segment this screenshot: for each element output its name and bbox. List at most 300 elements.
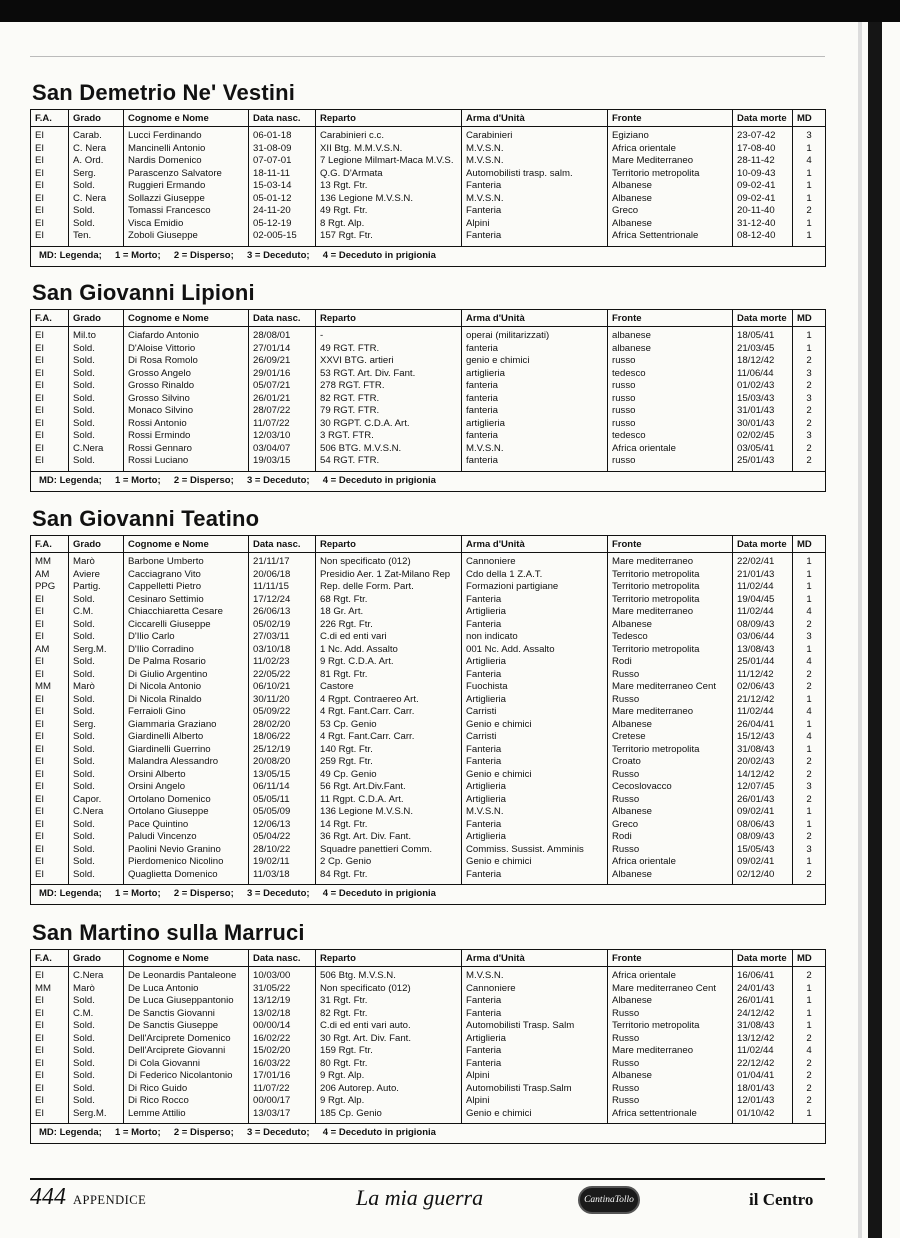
column-header: Grado [69, 950, 124, 967]
table-cell: Mare mediterraneo [608, 606, 733, 619]
column-header: MD [793, 110, 826, 127]
section-san-martino [30, 920, 825, 1144]
table-cell: Sollazzi Giuseppe [124, 193, 249, 206]
table-cell: Russo [608, 844, 733, 857]
table-cell: 18/05/41 [733, 327, 793, 343]
table-cell: 001 Nc. Add. Assalto [462, 644, 608, 657]
table-cell: 9 Rgt. Alp. [316, 1095, 462, 1108]
table-cell: 1 [793, 819, 826, 832]
table-cell: 36 Rgt. Art. Div. Fant. [316, 831, 462, 844]
table-cell: 22/05/22 [249, 669, 316, 682]
column-header: MD [793, 310, 826, 327]
table-cell: Sold. [69, 631, 124, 644]
table-cell: EI [35, 818, 45, 830]
table-cell: 02-005-15 [249, 230, 316, 246]
table-cell: Rep. delle Form. Part. [316, 581, 462, 594]
table-row [31, 443, 826, 456]
footer-title: La mia guerra [356, 1185, 484, 1210]
table-row [31, 393, 826, 406]
table-cell: M.V.S.N. [462, 443, 608, 456]
column-header: Arma d'Unità [462, 536, 608, 553]
table-cell: 26/01/41 [733, 995, 793, 1008]
table-cell: russo [608, 418, 733, 431]
table-cell: 07-07-01 [249, 155, 316, 168]
table-cell: Sold. [69, 1058, 124, 1071]
table-cell: Africa orientale [608, 856, 733, 869]
table-row [31, 1070, 826, 1083]
table-cell: Sold. [69, 393, 124, 406]
table-cell: Di Rico Rocco [124, 1095, 249, 1108]
table-cell: 01/04/41 [733, 1070, 793, 1083]
table-cell: 1 [793, 983, 826, 996]
table-cell: 1 [793, 719, 826, 732]
table-cell: EI [35, 995, 45, 1006]
table-cell: 2 [793, 619, 826, 632]
table-cell: 29/01/16 [249, 368, 316, 381]
table-row [31, 856, 826, 869]
table-cell: 13 Rgt. Ftr. [316, 180, 462, 193]
table-cell: Mare Mediterraneo [608, 155, 733, 168]
table-cell: 68 Rgt. Ftr. [316, 594, 462, 607]
table-cell: 06/11/14 [249, 781, 316, 794]
table-cell: 11/02/44 [733, 706, 793, 719]
table-cell: 17-08-40 [733, 143, 793, 156]
table-cell: Zoboli Giuseppe [124, 230, 249, 246]
table-cell: Sold. [69, 731, 124, 744]
table-cell: 20/02/43 [733, 756, 793, 769]
table-cell: 21/01/43 [733, 569, 793, 582]
table-cell: Formazioni partigiane [462, 581, 608, 594]
section-san-giovanni-lipioni [30, 280, 825, 492]
table-cell: artiglieria [462, 418, 608, 431]
table-cell: 24/01/43 [733, 983, 793, 996]
table-cell: EI [35, 442, 45, 454]
table-cell: Sold. [69, 619, 124, 632]
table-cell: Croato [608, 756, 733, 769]
table-cell: D'Ilio Corradino [124, 644, 249, 657]
table-cell: Rodi [608, 831, 733, 844]
table-cell: Lemme Attilio [124, 1108, 249, 1124]
table-cell: 2 [793, 405, 826, 418]
table-cell: 05/05/11 [249, 794, 316, 807]
table-cell: Quaglietta Domenico [124, 869, 249, 885]
section-san-demetrio [30, 80, 825, 267]
table-row [31, 967, 826, 983]
table-cell: Artiglieria [462, 656, 608, 669]
table-cell: Rossi Gennaro [124, 443, 249, 456]
table-cell: Di Rosa Romolo [124, 355, 249, 368]
table-cell: Sold. [69, 1020, 124, 1033]
table-cell: 4 [793, 606, 826, 619]
table-cell: 08-12-40 [733, 230, 793, 246]
table-cell: Automobilisti trasp. salm. [462, 168, 608, 181]
table-cell: Cannoniere [462, 983, 608, 996]
table-cell: Artiglieria [462, 694, 608, 707]
table-cell: EI [35, 718, 45, 730]
table-cell: Cannoniere [462, 553, 608, 569]
table-cell: 3 [793, 393, 826, 406]
table-cell: 4 [793, 656, 826, 669]
table-cell: 4 [793, 1045, 826, 1058]
table-cell: 185 Cp. Genio [316, 1108, 462, 1124]
table-cell: Sold. [69, 1095, 124, 1108]
table-cell: EI [35, 970, 45, 981]
table-cell: Nardis Domenico [124, 155, 249, 168]
table-cell: 28/07/22 [249, 405, 316, 418]
table-cell: EI [35, 706, 45, 717]
table-cell: 2 [793, 967, 826, 983]
section-title: San Martino sulla Marruci [32, 920, 305, 945]
table-cell: 11/02/23 [249, 656, 316, 669]
table-cell: Mare mediterraneo [608, 553, 733, 569]
table-cell: Sold. [69, 656, 124, 669]
table-cell: 1 [793, 193, 826, 206]
table-cell: 15-03-14 [249, 180, 316, 193]
table-cell: EI [35, 455, 45, 466]
table-cell: Fanteria [462, 180, 608, 193]
table-cell: PPG [35, 581, 56, 592]
table-cell: 05/02/19 [249, 619, 316, 632]
table-cell: 2 [793, 831, 826, 844]
column-header: Data morte [733, 110, 793, 127]
table-cell: 05/05/09 [249, 806, 316, 819]
table-cell: 19/04/45 [733, 594, 793, 607]
table-cell: Sold. [69, 744, 124, 757]
table-cell: non indicato [462, 631, 608, 644]
table-cell: Grosso Angelo [124, 368, 249, 381]
table-cell: 49 RGT. FTR. [316, 343, 462, 356]
table-cell: EI [35, 392, 45, 404]
table-cell: Fanteria [462, 1045, 608, 1058]
table-cell: russo [608, 405, 733, 418]
table-cell: 17/12/24 [249, 594, 316, 607]
table-cell: Albanese [608, 193, 733, 206]
column-header: Cognome e Nome [124, 110, 249, 127]
table-cell: EI [35, 668, 45, 680]
column-header: MD [793, 950, 826, 967]
table-row [31, 631, 826, 644]
table-row [31, 606, 826, 619]
table-cell: Sold. [69, 218, 124, 231]
table-cell: russo [608, 455, 733, 471]
table-cell: 05-12-19 [249, 218, 316, 231]
table-cell: 53 Cp. Genio [316, 719, 462, 732]
column-header: Data nasc. [249, 110, 316, 127]
table-cell: 31/05/22 [249, 983, 316, 996]
table-cell: 14 Rgt. Ftr. [316, 819, 462, 832]
table-cell: Sold. [69, 856, 124, 869]
table-cell: Cecoslovacco [608, 781, 733, 794]
table-cell: 1 [793, 327, 826, 343]
table-cell: EI [35, 831, 45, 842]
table-cell: D'Ilio Carlo [124, 631, 249, 644]
table-cell: Partig. [69, 581, 124, 594]
table-cell: 11/07/22 [249, 418, 316, 431]
table-cell: EI [35, 856, 45, 867]
table-cell: C.di ed enti vari [316, 631, 462, 644]
table-cell: russo [608, 393, 733, 406]
table-cell: Monaco Silvino [124, 405, 249, 418]
table-cell: russo [608, 355, 733, 368]
table-cell: Africa Settentrionale [608, 230, 733, 246]
table-cell: Albanese [608, 218, 733, 231]
table-cell: Dell'Arciprete Giovanni [124, 1045, 249, 1058]
table-cell: EI [35, 417, 45, 429]
table-cell: EI [35, 806, 45, 817]
table-cell: Mare mediterraneo [608, 1045, 733, 1058]
table-cell: 13/05/15 [249, 769, 316, 782]
table-cell: 30 Rgt. Art. Div. Fant. [316, 1033, 462, 1046]
table-cell: 2 [793, 769, 826, 782]
table-cell: 24-11-20 [249, 205, 316, 218]
table-row [31, 756, 826, 769]
table-row [31, 1008, 826, 1021]
table-cell: Egiziano [608, 127, 733, 143]
table-cell: 22/02/41 [733, 553, 793, 569]
column-header: Cognome e Nome [124, 950, 249, 967]
table-cell: Automobilisti Trasp. Salm [462, 1020, 608, 1033]
table-cell: EI [35, 355, 45, 366]
table-cell: 27/03/11 [249, 631, 316, 644]
table-cell: EI [35, 1020, 45, 1031]
table-cell: 2 [793, 1058, 826, 1071]
table-cell: 02/06/43 [733, 681, 793, 694]
table-cell: 1 [793, 180, 826, 193]
table-cell: Sold. [69, 694, 124, 707]
table-cell: Genio e chimici [462, 1108, 608, 1124]
table-cell: 136 Legione M.V.S.N. [316, 806, 462, 819]
column-header: Data nasc. [249, 310, 316, 327]
table-cell: C.Nera [69, 806, 124, 819]
table-cell: EI [35, 756, 45, 767]
table-cell: 226 Rgt. Ftr. [316, 619, 462, 632]
table-cell: 05-01-12 [249, 193, 316, 206]
table-cell: 9 Rgt. Alp. [316, 1070, 462, 1083]
table-cell: 2 [793, 681, 826, 694]
table-cell: Serg.M. [69, 1108, 124, 1124]
table-cell: Sold. [69, 594, 124, 607]
table-cell: 2 [793, 205, 826, 218]
table-cell: Marò [69, 983, 124, 996]
table-row [31, 230, 826, 246]
table-cell: Sold. [69, 1033, 124, 1046]
column-header: Fronte [608, 536, 733, 553]
table-cell: 26/01/43 [733, 794, 793, 807]
table-cell: 259 Rgt. Ftr. [316, 756, 462, 769]
table-cell: Artiglieria [462, 1033, 608, 1046]
column-header: Grado [69, 310, 124, 327]
table-cell: 11/02/44 [733, 1045, 793, 1058]
table-cell: 159 Rgt. Ftr. [316, 1045, 462, 1058]
table-cell: Grosso Rinaldo [124, 380, 249, 393]
table-cell: Di Giulio Argentino [124, 669, 249, 682]
table-cell: C. Nera [69, 193, 124, 206]
table-row [31, 794, 826, 807]
table-cell: Sold. [69, 844, 124, 857]
table-cell: XXVI BTG. artieri [316, 355, 462, 368]
table-cell: Ferraioli Gino [124, 706, 249, 719]
table-cell: artiglieria [462, 368, 608, 381]
column-header: F.A. [31, 110, 69, 127]
table-cell: EI [35, 330, 45, 341]
table-cell: Fanteria [462, 205, 608, 218]
table-cell: EI [35, 1107, 45, 1119]
table-cell: Fanteria [462, 619, 608, 632]
table-cell: 2 [793, 1070, 826, 1083]
table-cell: 2 [793, 1083, 826, 1096]
page-number: 444 [30, 1184, 66, 1210]
table-cell: AM [35, 643, 50, 655]
table-row [31, 983, 826, 996]
table-cell: EI [35, 731, 45, 742]
table-cell: 20/06/18 [249, 569, 316, 582]
table-cell: Russo [608, 1083, 733, 1096]
table-cell: D'Aloise Vittorio [124, 343, 249, 356]
table-cell: 10/03/00 [249, 967, 316, 983]
section-title: San Giovanni Lipioni [32, 280, 255, 305]
table-cell: 11/11/15 [249, 581, 316, 594]
table-row [31, 430, 826, 443]
table-cell: Sold. [69, 343, 124, 356]
table-row [31, 619, 826, 632]
table-cell: 20-11-40 [733, 205, 793, 218]
table-cell: russo [608, 380, 733, 393]
table-cell: 2 [793, 1095, 826, 1108]
table-row [31, 1095, 826, 1108]
table-cell: fanteria [462, 380, 608, 393]
table-cell: 2 [793, 669, 826, 682]
table-cell: 06/10/21 [249, 681, 316, 694]
table-cell: Ciafardo Antonio [124, 327, 249, 343]
column-header: MD [793, 536, 826, 553]
table-cell: 12/07/45 [733, 781, 793, 794]
table-cell: Artiglieria [462, 606, 608, 619]
table-cell: 28-11-42 [733, 155, 793, 168]
table-row [31, 744, 826, 757]
table-row [31, 327, 826, 343]
table-cell: Serg. [69, 719, 124, 732]
table-cell: De Leonardis Pantaleone [124, 967, 249, 983]
table-cell: Rossi Ermindo [124, 430, 249, 443]
table-cell: EI [35, 1007, 45, 1019]
table-cell: Visca Emidio [124, 218, 249, 231]
table-cell: Mare mediterraneo Cent [608, 681, 733, 694]
table-cell: C.Nera [69, 967, 124, 983]
table-cell: De Sanctis Giovanni [124, 1008, 249, 1021]
table-row [31, 1045, 826, 1058]
table-cell: Albanese [608, 1070, 733, 1083]
table-cell: Ten. [69, 230, 124, 246]
table-cell: 13/12/42 [733, 1033, 793, 1046]
table-cell: 11/07/22 [249, 1083, 316, 1096]
table-cell: Non specificato (012) [316, 983, 462, 996]
table-cell: Artiglieria [462, 831, 608, 844]
table-cell: C. Nera [69, 143, 124, 156]
table-cell: 1 Nc. Add. Assalto [316, 644, 462, 657]
table-cell: Fanteria [462, 1008, 608, 1021]
table-row [31, 1058, 826, 1071]
table-cell: Fanteria [462, 756, 608, 769]
table-row [31, 143, 826, 156]
table-cell: 3 [793, 631, 826, 644]
table-cell: 15/02/20 [249, 1045, 316, 1058]
table-cell: Sold. [69, 1045, 124, 1058]
table-cell: Carabinieri [462, 127, 608, 143]
table-cell: 11/12/42 [733, 669, 793, 682]
table-cell: 1 [793, 856, 826, 869]
table-cell: Albanese [608, 180, 733, 193]
table-cell: EI [35, 1032, 45, 1044]
table-cell: Mare mediterraneo Cent [608, 983, 733, 996]
table-row [31, 1083, 826, 1096]
table-cell: 8 Rgt. Alp. [316, 218, 462, 231]
table-cell: 3 [793, 430, 826, 443]
table-cell: Rossi Luciano [124, 455, 249, 471]
table-cell: 09/02/41 [733, 806, 793, 819]
table-cell: Di Cola Giovanni [124, 1058, 249, 1071]
table-cell: Cesinaro Settimio [124, 594, 249, 607]
casualty-table [30, 109, 826, 267]
column-header: F.A. [31, 536, 69, 553]
table-cell: Sold. [69, 781, 124, 794]
table-cell: EI [35, 192, 45, 204]
table-cell: 31/08/43 [733, 744, 793, 757]
table-cell: EI [35, 342, 45, 354]
table-cell: Giardinelli Alberto [124, 731, 249, 744]
table-cell: 01/02/43 [733, 380, 793, 393]
table-row [31, 806, 826, 819]
table-cell: Albanese [608, 619, 733, 632]
table-cell: Sold. [69, 180, 124, 193]
table-cell: 4 [793, 706, 826, 719]
table-cell: 25/12/19 [249, 744, 316, 757]
top-rule [30, 56, 825, 57]
table-cell: 1 [793, 343, 826, 356]
table-cell: Paludi Vincenzo [124, 831, 249, 844]
table-cell: 31/08/43 [733, 1020, 793, 1033]
table-cell: 09/02/41 [733, 856, 793, 869]
table-cell: 1 [793, 143, 826, 156]
table-cell: EI [35, 380, 45, 391]
table-row [31, 1108, 826, 1124]
column-header: Arma d'Unità [462, 310, 608, 327]
table-cell: 4 Rgpt. Contraereo Art. [316, 694, 462, 707]
table-cell: Sold. [69, 368, 124, 381]
table-cell: De Palma Rosario [124, 656, 249, 669]
table-cell: 24/12/42 [733, 1008, 793, 1021]
table-row [31, 781, 826, 794]
table-cell: Cacciagrano Vito [124, 569, 249, 582]
table-cell: Sold. [69, 455, 124, 471]
table-cell: EI [35, 367, 45, 379]
table-cell: 00/00/17 [249, 1095, 316, 1108]
column-header: Reparto [316, 310, 462, 327]
table-cell: 30/11/20 [249, 694, 316, 707]
table-cell: Sold. [69, 205, 124, 218]
table-cell: Tomassi Francesco [124, 205, 249, 218]
table-cell: A. Ord. [69, 155, 124, 168]
table-cell: 206 Autorep. Auto. [316, 1083, 462, 1096]
table-cell: 1 [793, 806, 826, 819]
table-cell: fanteria [462, 455, 608, 471]
table-row [31, 995, 826, 1008]
table-cell: Marò [69, 681, 124, 694]
table-row [31, 594, 826, 607]
sponsor-logo: CantinaTollo [578, 1186, 640, 1214]
table-cell: Alpini [462, 218, 608, 231]
table-cell: 1 [793, 1108, 826, 1124]
table-cell: EI [35, 1095, 45, 1106]
